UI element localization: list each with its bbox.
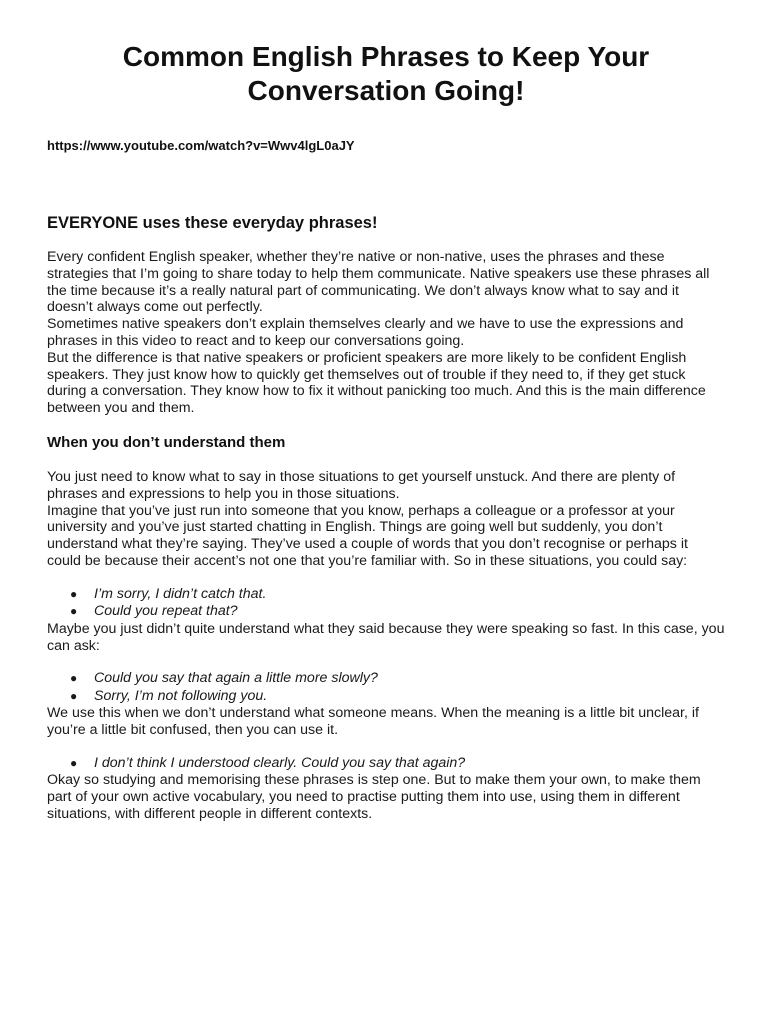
bullet-icon: ●: [70, 755, 78, 770]
phrase-list: [47, 670, 725, 705]
bullet-icon: ●: [70, 688, 78, 703]
paragraph: Every confident English speaker, whether they’re native or non-native, uses the phrases and these strategies that I’m going to share today to help them communicate. Native speakers use these phrases all the time because it’s a really natural part of communicating. We don’t always know what to say and it doesn’t always come out perfectly.: [47, 249, 710, 316]
paragraph: We use this when we don’t understand what someone means. When the meaning is a little bit unclear, if you’re a little bit confused, then you can use it.: [47, 705, 699, 739]
bullet-icon: ●: [70, 604, 78, 619]
paragraph: Sometimes native speakers don’t explain themselves clearly and we have to use the expressions and phrases in this video to react and to keep our conversations going.: [47, 316, 684, 349]
title-line-2: Conversation Going!: [247, 75, 525, 106]
paragraph: Maybe you just didn’t quite understand what they said because they were speaking so fast. In this case, you can ask:: [47, 620, 725, 654]
list-item-text: Sorry, I’m not following you.: [94, 687, 268, 704]
document-page: [47, 40, 725, 823]
list-item-text: Could you repeat that?: [94, 603, 238, 620]
list-item: [47, 755, 725, 773]
document-title: [47, 40, 725, 108]
paragraph: But the difference is that native speakers or proficient speakers are more likely to be confident English speakers. They just know how to quickly get themselves out of trouble if they need to, if they get stuck during a conversation. They know how to fix it without panicking too much. And this is the main difference between you and them.: [47, 349, 706, 417]
bullet-icon: ●: [70, 671, 78, 686]
list-item-text: Could you say that again a little more slowly?: [94, 670, 378, 687]
paragraph: Imagine that you’ve just run into someone that you know, perhaps a colleague or a professor at your university and you’ve just started chatting in English. Things are going well but suddenly, you don’t understand what they’re saying. They’ve used a couple of words that you don’t recognise or perhaps it could be because their accent’s not one that you’re familiar with. So in these situations, you could say:: [47, 502, 688, 569]
video-url-link[interactable]: https://www.youtube.com/watch?v=Wwv4lgL0aJY: [47, 138, 355, 153]
phrase-list: [47, 586, 725, 621]
list-item: [47, 603, 725, 621]
list-item-text: I’m sorry, I didn’t catch that.: [94, 585, 267, 602]
list-item: [47, 586, 725, 604]
bullet-icon: ●: [70, 586, 78, 601]
phrase-list: [47, 755, 725, 773]
list-item: [47, 670, 725, 688]
list-item: [47, 688, 725, 706]
title-line-1: Common English Phrases to Keep Your: [122, 41, 650, 72]
section-heading-understand: When you don’t understand them: [47, 433, 286, 451]
list-item-text: I don’t think I understood clearly. Could you say that again?: [94, 754, 466, 771]
section-heading-everyone: EVERYONE uses these everyday phrases!: [47, 214, 378, 232]
paragraph: Okay so studying and memorising these phrases is step one. But to make them your own, to make them part of your own active vocabulary, you need to practise putting them into use, using them in different situations, with different people in different contexts.: [47, 772, 701, 823]
paragraph: You just need to know what to say in those situations to get yourself unstuck. And there are plenty of phrases and expressions to help you in those situations.: [47, 468, 676, 502]
